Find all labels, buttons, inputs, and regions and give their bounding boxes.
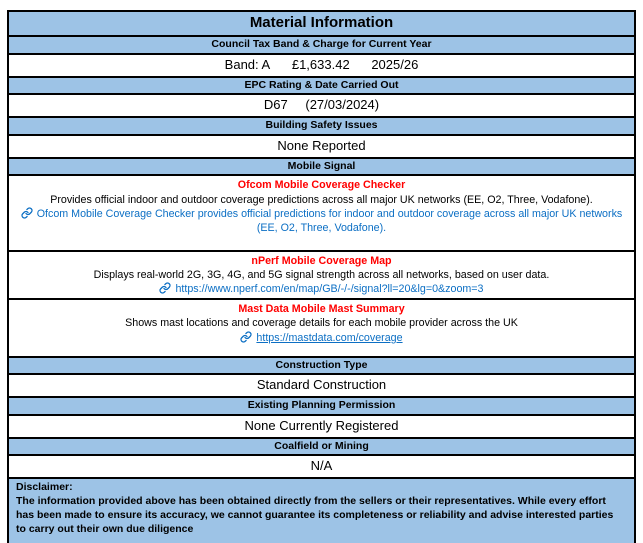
mastdata-coverage-link[interactable] bbox=[13, 331, 630, 345]
coalfield-mining-value: N/A bbox=[9, 456, 634, 479]
nperf-section-title: nPerf Mobile Coverage Map bbox=[251, 254, 392, 267]
disclaimer-text: The information provided above has been obtained directly from the sellers or their representatives. While every effort has been made to ensure its accuracy, we cannot guarantee its completeness or reliability and advise interested parties to carry out their own due diligence bbox=[16, 495, 614, 535]
ofcom-section bbox=[9, 176, 634, 252]
disclaimer bbox=[9, 479, 634, 543]
mastdata-coverage-link-text: https://mastdata.com/coverage bbox=[256, 331, 403, 344]
council-tax-year: 2025/26 bbox=[371, 56, 419, 72]
nperf-coverage-link-text: https://www.nperf.com/en/map/GB/-/-/signal?ll=20&lg=0&zoom=3 bbox=[175, 283, 484, 296]
building-safety-header: Building Safety Issues bbox=[9, 118, 634, 136]
mobile-signal-header: Mobile Signal bbox=[9, 159, 634, 177]
epc-value bbox=[9, 95, 634, 118]
epc-header: EPC Rating & Date Carried Out bbox=[9, 78, 634, 96]
ofcom-coverage-link-text: Ofcom Mobile Coverage Checker provides official predictions for indoor and outdoor coverage across all major UK networks (EE, O2, Three, Vodafone). bbox=[36, 207, 623, 234]
building-safety-value: None Reported bbox=[9, 136, 634, 159]
mastdata-section-description: Shows mast locations and coverage details for each mobile provider across the UK bbox=[125, 317, 518, 330]
page-title: Material Information bbox=[9, 12, 634, 37]
council-tax-band: Band: A bbox=[224, 56, 271, 72]
epc-rating: D67 bbox=[263, 97, 288, 113]
nperf-section-description: Displays real-world 2G, 3G, 4G, and 5G signal strength across all networks, based on user data. bbox=[93, 269, 550, 282]
coalfield-mining-header: Coalfield or Mining bbox=[9, 439, 634, 457]
mastdata-section bbox=[9, 300, 634, 357]
construction-type-header: Construction Type bbox=[9, 358, 634, 376]
planning-permission-value: None Currently Registered bbox=[9, 416, 634, 439]
council-tax-value bbox=[9, 55, 634, 78]
link-icon bbox=[159, 282, 171, 294]
council-tax-header: Council Tax Band & Charge for Current Year bbox=[9, 37, 634, 55]
nperf-section bbox=[9, 252, 634, 300]
construction-type-value: Standard Construction bbox=[9, 375, 634, 398]
ofcom-coverage-link[interactable] bbox=[13, 207, 630, 235]
disclaimer-label: Disclaimer: bbox=[16, 481, 73, 494]
nperf-coverage-link[interactable] bbox=[13, 282, 630, 296]
ofcom-section-title: Ofcom Mobile Coverage Checker bbox=[237, 179, 406, 192]
ofcom-section-description: Provides official indoor and outdoor coverage predictions across all major UK networks (EE, O2, Three, Vodafone). bbox=[50, 193, 593, 206]
epc-date: (27/03/2024) bbox=[305, 97, 380, 113]
mastdata-section-title: Mast Data Mobile Mast Summary bbox=[238, 303, 405, 316]
link-icon bbox=[21, 207, 33, 219]
planning-permission-header: Existing Planning Permission bbox=[9, 398, 634, 416]
link-icon bbox=[240, 331, 252, 343]
council-tax-charge: £1,633.42 bbox=[291, 56, 350, 72]
material-information-table bbox=[7, 10, 636, 543]
